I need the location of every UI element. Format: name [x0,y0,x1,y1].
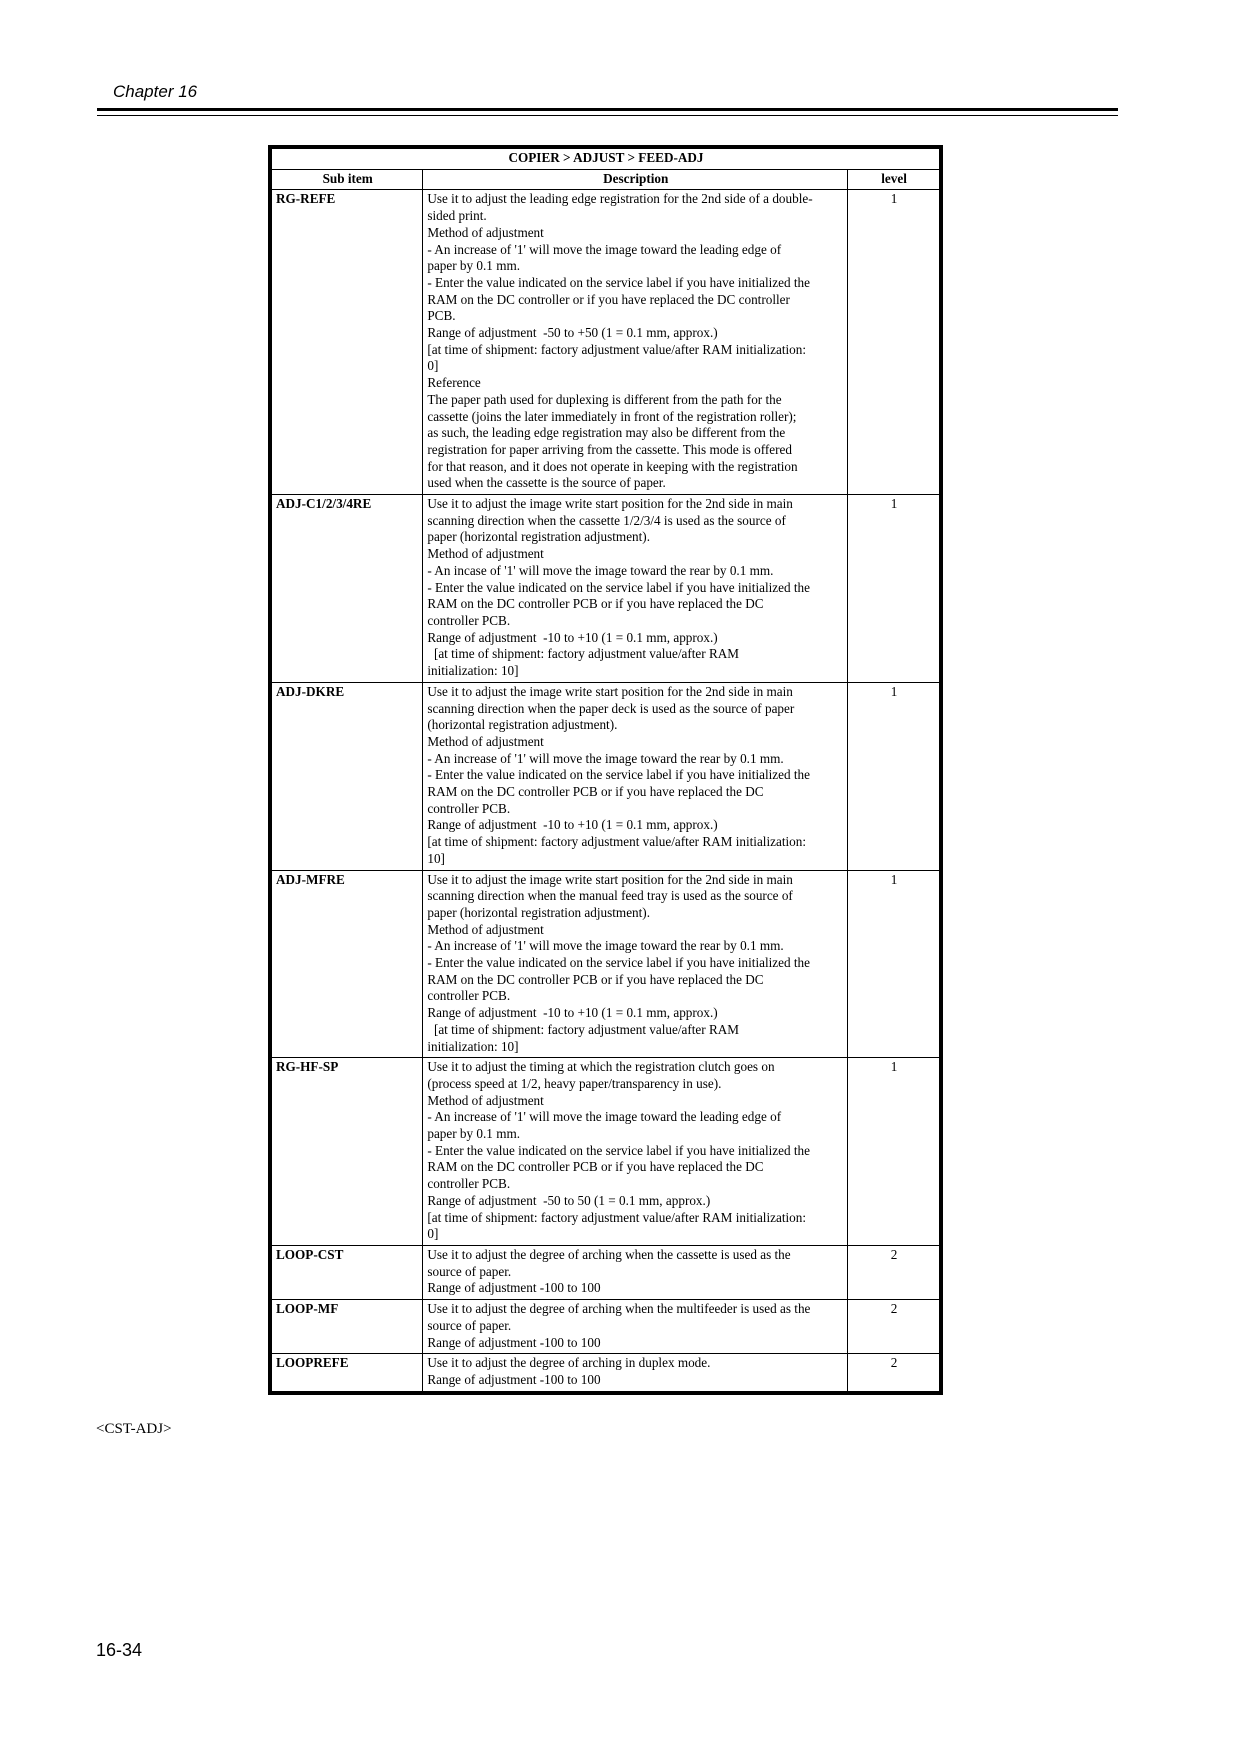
level-cell: 1 [848,495,941,683]
section-label: <CST-ADJ> [96,1421,172,1437]
description-line: RAM on the DC controller PCB or if you have replaced the DC [427,971,764,987]
description-line: Range of adjustment -50 to +50 (1 = 0.1 mm, approx.) [427,325,718,341]
table-row [270,1300,941,1354]
description-line: [at time of shipment: factory adjustment value/after RAM [427,646,739,662]
description-line: Range of adjustment -100 to 100 [427,1334,601,1350]
description-line: paper (horizontal registration adjustment). [427,529,650,545]
description-line: The paper path used for duplexing is different from the path for the [427,391,782,407]
header-rule-thick [97,108,1118,111]
level-cell: 2 [848,1246,941,1300]
description-line: used when the cassette is the source of paper. [427,475,666,491]
table-row [270,682,941,870]
description-line: initialization: 10] [427,1038,519,1054]
description-line: Range of adjustment -10 to +10 (1 = 0.1 mm, approx.) [427,1005,718,1021]
description-line: Range of adjustment -100 to 100 [427,1280,601,1296]
description-line: Method of adjustment [427,921,544,937]
description-line: - Enter the value indicated on the service label if you have initialized the [427,579,810,595]
description-line: as such, the leading edge registration may also be different from the [427,425,786,441]
header-rule-thin [97,115,1118,116]
chapter-header: Chapter 16 [113,82,198,101]
description-line: Use it to adjust the image write start position for the 2nd side in main [427,496,793,512]
description-line: (process speed at 1/2, heavy paper/transparency in use). [427,1075,722,1091]
description-line: Method of adjustment [427,1092,544,1108]
description-line: controller PCB. [427,800,511,816]
sub-item-cell: ADJ-MFRE [270,870,423,1058]
description-line: - An increase of '1' will move the image toward the rear by 0.1 mm. [427,750,784,766]
table-title: COPIER > ADJUST > FEED-ADJ [270,147,941,169]
level-cell: 2 [848,1300,941,1354]
description-line: 0] [427,358,439,374]
level-cell: 1 [848,190,941,495]
description-line: controller PCB. [427,612,511,628]
description-line: Use it to adjust the timing at which the registration clutch goes on [427,1059,775,1075]
description-line: - Enter the value indicated on the service label if you have initialized the [427,767,810,783]
description-line: [at time of shipment: factory adjustment value/after RAM [427,1021,739,1037]
level-cell: 1 [848,1058,941,1246]
description-line: for that reason, and it does not operate in keeping with the registration [427,458,798,474]
level-cell: 1 [848,682,941,870]
description-line: paper by 0.1 mm. [427,258,521,274]
description-line: Use it to adjust the leading edge registration for the 2nd side of a double- [427,191,813,207]
description-line: - Enter the value indicated on the service label if you have initialized the [427,1142,810,1158]
description-line: - An incase of '1' will move the image toward the rear by 0.1 mm. [427,562,774,578]
sub-item-cell: RG-REFE [270,190,423,495]
description-line: [at time of shipment: factory adjustment value/after RAM initialization: [427,341,807,357]
description-line: RAM on the DC controller PCB or if you have replaced the DC [427,784,764,800]
description-line: registration for paper arriving from the cassette. This mode is offered [427,441,792,457]
description-line: - Enter the value indicated on the service label if you have initialized the [427,955,810,971]
column-header-level: level [848,169,941,190]
sub-item-cell: ADJ-DKRE [270,682,423,870]
description-line: initialization: 10] [427,663,519,679]
description-line: RAM on the DC controller PCB or if you have replaced the DC [427,596,764,612]
description-line: paper by 0.1 mm. [427,1126,521,1142]
description-line: [at time of shipment: factory adjustment value/after RAM initialization: [427,1209,807,1225]
description-cell [423,870,848,1058]
description-line: scanning direction when the manual feed tray is used as the source of [427,888,793,904]
description-cell [423,1246,848,1300]
description-line: Method of adjustment [427,546,544,562]
description-line: controller PCB. [427,988,511,1004]
description-line: Range of adjustment -50 to 50 (1 = 0.1 mm, approx.) [427,1192,711,1208]
description-line: Use it to adjust the image write start position for the 2nd side in main [427,871,793,887]
table-row [270,1354,941,1393]
description-line: [at time of shipment: factory adjustment value/after RAM initialization: [427,834,807,850]
description-line: Range of adjustment -10 to +10 (1 = 0.1 mm, approx.) [427,817,718,833]
description-line: cassette (joins the later immediately in front of the registration roller); [427,408,797,424]
description-line: - An increase of '1' will move the image toward the leading edge of [427,1109,782,1125]
description-line: Use it to adjust the image write start position for the 2nd side in main [427,683,793,699]
description-line: RAM on the DC controller PCB or if you have replaced the DC [427,1159,764,1175]
description-cell [423,190,848,495]
description-line: RAM on the DC controller or if you have replaced the DC controller [427,291,790,307]
description-line: Range of adjustment -10 to +10 (1 = 0.1 mm, approx.) [427,629,718,645]
description-line: Use it to adjust the degree of arching when the cassette is used as the [427,1247,791,1262]
sub-item-cell: ADJ-C1/2/3/4RE [270,495,423,683]
description-line: PCB. [427,308,456,324]
column-header-description: Description [423,169,848,190]
description-line: - An increase of '1' will move the image toward the rear by 0.1 mm. [427,938,784,954]
description-line: Use it to adjust the degree of arching when the multifeeder is used as the [427,1301,811,1317]
description-line: scanning direction when the cassette 1/2/3/4 is used as the source of [427,512,786,528]
description-line: Method of adjustment [427,733,544,749]
description-line: sided print. [427,208,487,224]
description-cell [423,682,848,870]
description-cell [423,1058,848,1246]
table-row [270,870,941,1058]
table-header-row [270,169,941,190]
sub-item-cell: LOOP-MF [270,1300,423,1354]
table-row [270,1058,941,1246]
description-cell [423,1354,848,1393]
description-line: (horizontal registration adjustment). [427,717,618,733]
sub-item-cell: LOOPREFE [270,1354,423,1393]
table-row [270,1246,941,1300]
description-line: source of paper. [427,1317,512,1333]
table-title-row [270,147,941,169]
description-line: Use it to adjust the degree of arching in duplex mode. [427,1355,711,1371]
description-line: 0] [427,1226,439,1242]
sub-item-cell: LOOP-CST [270,1246,423,1300]
column-header-sub-item: Sub item [270,169,423,190]
level-cell: 1 [848,870,941,1058]
table-row [270,190,941,495]
sub-item-cell: RG-HF-SP [270,1058,423,1246]
description-line: 10] [427,850,445,866]
feed-adj-table [268,145,943,1395]
description-line: - Enter the value indicated on the service label if you have initialized the [427,274,810,290]
description-line: Reference [427,375,481,391]
description-line: - An increase of '1' will move the image toward the leading edge of [427,241,782,257]
table-body [270,190,941,1393]
level-cell: 2 [848,1354,941,1393]
description-cell [423,495,848,683]
description-line: Range of adjustment -100 to 100 [427,1371,601,1387]
description-line: controller PCB. [427,1176,511,1192]
description-line: Method of adjustment [427,224,544,240]
description-line: source of paper. [427,1263,512,1279]
description-line: scanning direction when the paper deck is used as the source of paper [427,700,795,716]
page-number: 16-34 [96,1640,143,1660]
table-row [270,495,941,683]
description-line: paper (horizontal registration adjustment). [427,904,650,920]
description-cell [423,1300,848,1354]
